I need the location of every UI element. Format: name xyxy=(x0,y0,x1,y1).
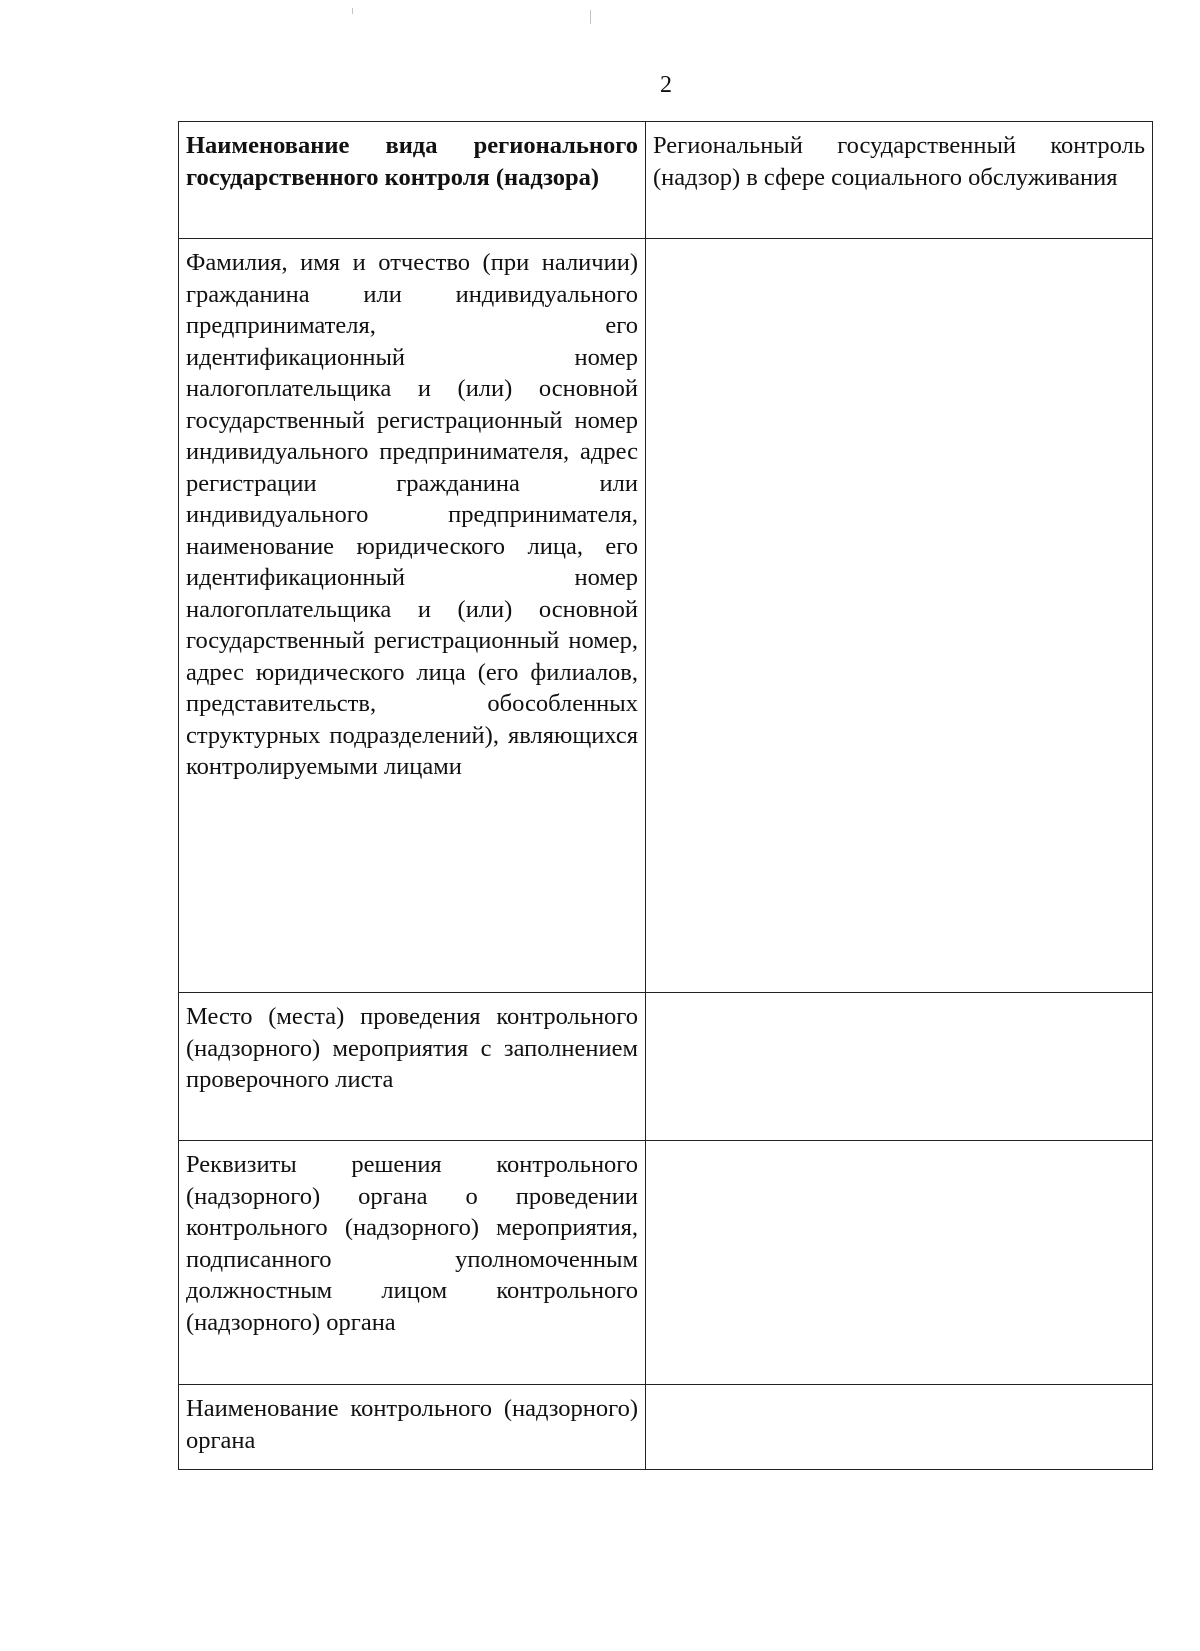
table-row xyxy=(179,239,1153,993)
authority-name-value xyxy=(646,1385,1153,1470)
scan-mark xyxy=(352,8,353,14)
controlled-person-label: Фамилия, имя и отчество (при наличии) гражданина или индивидуального предпринимателя, его идентификационный номер налогоплательщика и (или) основной государственный регистрационный номер индивидуального предпринимателя, адрес регистрации гражданина или индивидуального предпринимателя, наименование юридического лица, его идентификационный номер налогоплательщика и (или) основной государственный регистрационный номер, адрес юридического лица (его филиалов, представительств, обособленных структурных подразделений), являющихся контролируемыми лицами xyxy=(179,239,646,993)
inspection-place-label: Место (места) проведения контрольного (надзорного) мероприятия с заполнением проверочного листа xyxy=(179,993,646,1141)
table-row xyxy=(179,1141,1153,1385)
controlled-person-value xyxy=(646,239,1153,993)
scan-mark xyxy=(590,10,591,24)
authority-name-label: Наименование контрольного (надзорного) органа xyxy=(179,1385,646,1470)
control-type-label: Наименование вида регионального государственного контроля (надзора) xyxy=(179,122,646,239)
table-row xyxy=(179,993,1153,1141)
table-row xyxy=(179,1385,1153,1470)
page-number: 2 xyxy=(660,72,672,98)
table-row xyxy=(179,122,1153,239)
checklist-form-table xyxy=(178,121,1153,1470)
inspection-place-value xyxy=(646,993,1153,1141)
decision-details-label: Реквизиты решения контрольного (надзорного) органа о проведении контрольного (надзорного) мероприятия, подписанного уполномоченным должностным лицом контрольного (надзорного) органа xyxy=(179,1141,646,1385)
decision-details-value xyxy=(646,1141,1153,1385)
control-type-value: Региональный государственный контроль (надзор) в сфере социального обслуживания xyxy=(646,122,1153,239)
